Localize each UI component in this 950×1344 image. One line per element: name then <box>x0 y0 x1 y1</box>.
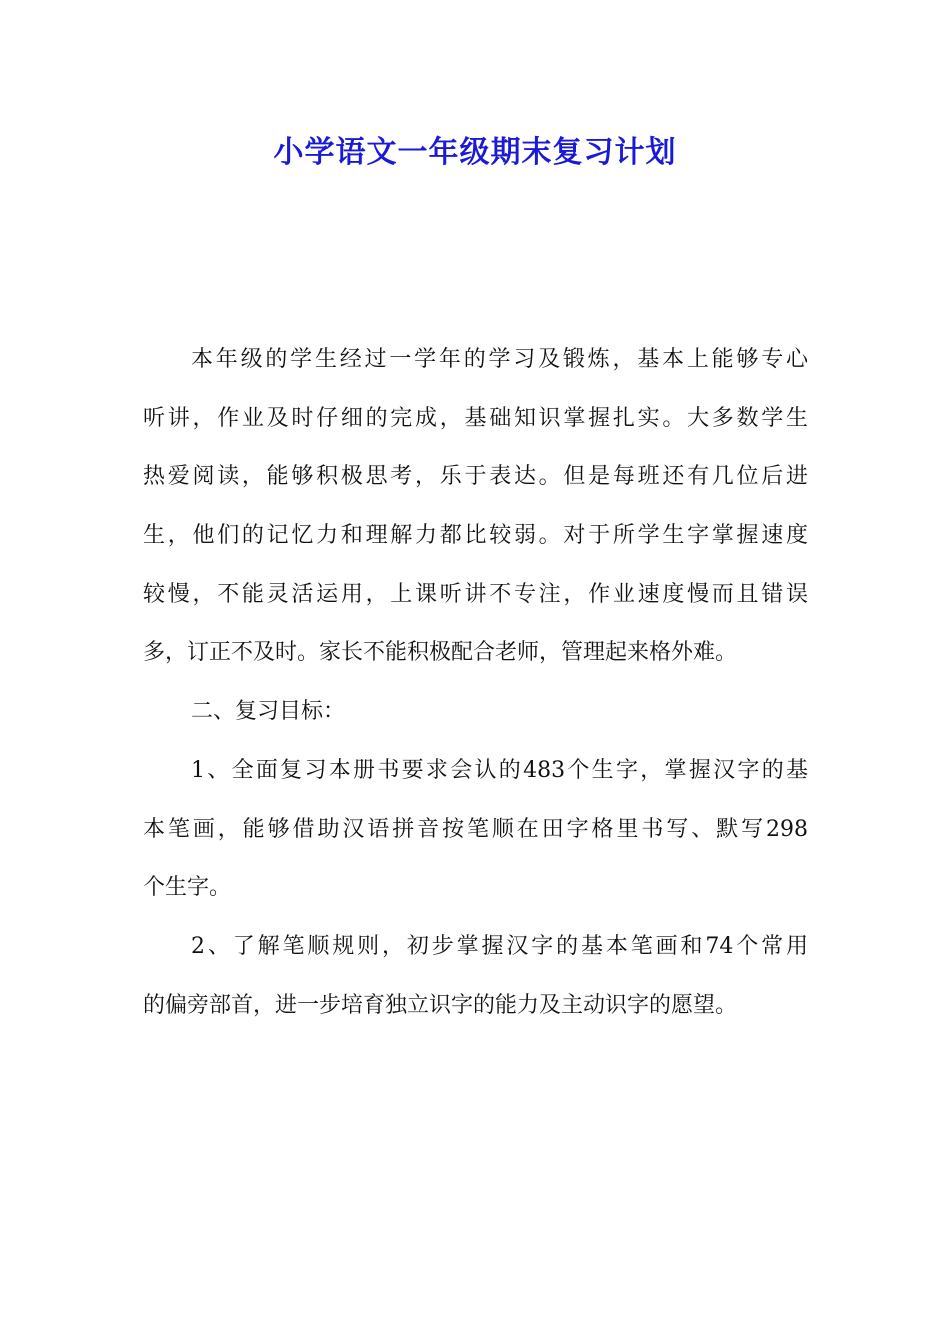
document-body <box>143 336 808 1040</box>
paragraph-line: 本笔画，能够借助汉语拼音按笔顺在田字格里书写、默写298 <box>143 816 808 842</box>
paragraph-line: 个生字。 <box>143 875 232 901</box>
paragraph-line: 热爱阅读，能够积极思考，乐于表达。但是每班还有几位后进 <box>143 464 808 490</box>
paragraph-line: 较慢，不能灵活运用，上课听讲不专注，作业速度慢而且错误 <box>143 581 808 607</box>
paragraph-line: 多，订正不及时。家长不能积极配合老师，管理起来格外难。 <box>143 640 738 666</box>
paragraph-line: 的偏旁部首，进一步培育独立识字的能力及主动识字的愿望。 <box>143 992 738 1018</box>
document-title: 小学语文一年级期末复习计划 <box>273 135 677 170</box>
paragraph-line: 1、全面复习本册书要求会认的483个生字，掌握汉字的基 <box>191 757 808 783</box>
paragraph-line: 听讲，作业及时仔细的完成，基础知识掌握扎实。大多数学生 <box>143 405 808 431</box>
paragraph-line: 生，他们的记忆力和理解力都比较弱。对于所学生字掌握速度 <box>143 523 808 549</box>
section-heading: 二、复习目标： <box>191 699 346 725</box>
paragraph-line: 2、了解笔顺规则，初步掌握汉字的基本笔画和74个常用 <box>191 933 808 959</box>
paragraph-line: 本年级的学生经过一学年的学习及锻炼，基本上能够专心 <box>191 347 808 372</box>
